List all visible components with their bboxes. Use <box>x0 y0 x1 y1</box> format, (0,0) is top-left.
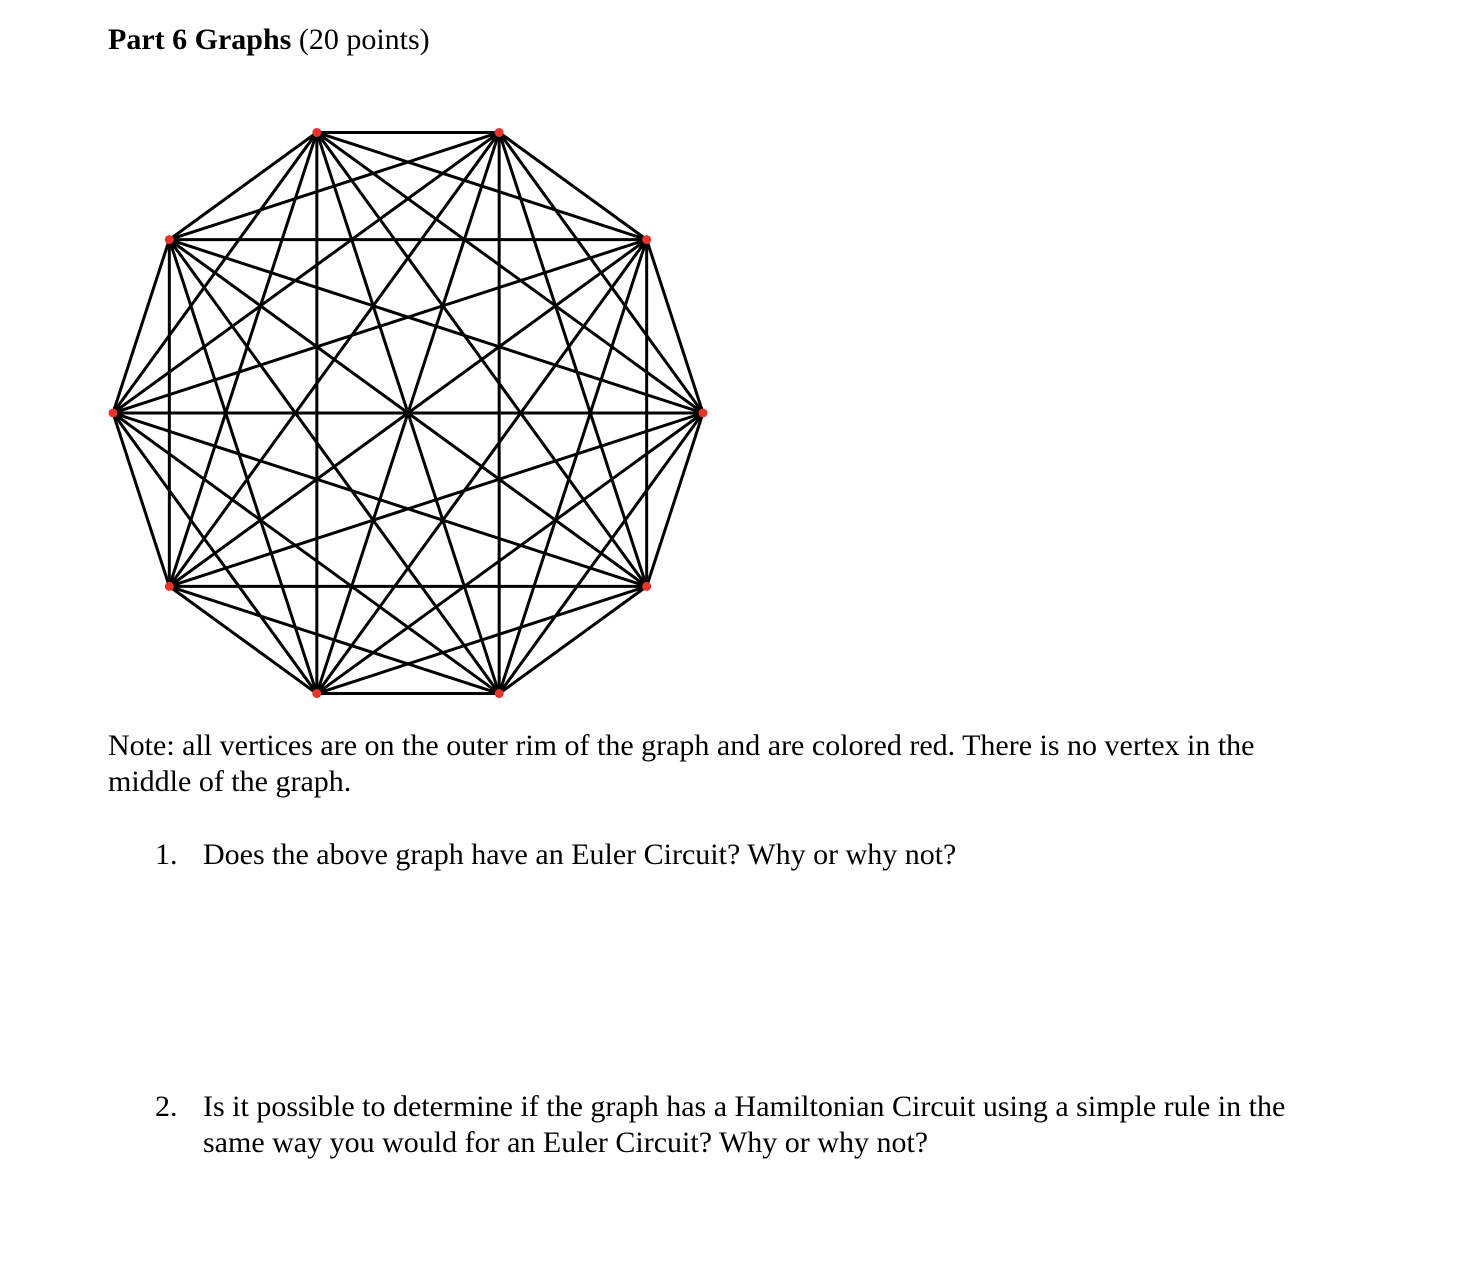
graph-edge-37 <box>317 413 703 694</box>
graph-edges <box>113 132 703 693</box>
graph-vertex-8 <box>312 689 321 698</box>
graph-edge-15 <box>169 240 317 694</box>
question-1 <box>155 837 1355 877</box>
question-1-number: 1. <box>155 838 178 871</box>
part-title: Part 6 Graphs <box>108 23 292 56</box>
graph-edge-39 <box>499 586 647 693</box>
graph-vertex-7 <box>495 689 504 698</box>
question-2 <box>155 1089 1355 1169</box>
graph-edge-0 <box>113 240 169 413</box>
graph-edge-19 <box>317 132 703 413</box>
graph-vertex-4 <box>642 235 651 244</box>
graph-edge-2 <box>113 132 499 413</box>
graph-vertex-2 <box>312 128 321 137</box>
question-1-text: Does the above graph have an Euler Circuit? Why or why not? <box>203 838 957 871</box>
graph-edge-26 <box>499 132 647 586</box>
graph-edge-38 <box>169 413 703 586</box>
graph-vertex-6 <box>642 582 651 591</box>
graph-edge-33 <box>317 240 647 694</box>
graph-edge-9 <box>169 132 317 239</box>
graph-edge-40 <box>317 586 647 693</box>
graph-edge-44 <box>169 586 317 693</box>
graph-edge-43 <box>169 586 499 693</box>
graph-edge-32 <box>499 240 647 694</box>
graph-edge-36 <box>499 413 703 694</box>
part-heading <box>108 22 430 58</box>
question-2-text: Is it possible to determine if the graph has a Hamiltonian Circuit using a simple rule in the same way you would for an Euler Circuit? Why or why not? <box>203 1090 1286 1159</box>
complete-graph-figure <box>100 118 720 708</box>
graph-edge-29 <box>169 132 499 586</box>
graph-vertex-5 <box>699 409 708 418</box>
part-points: (20 points) <box>298 23 430 56</box>
graph-edge-24 <box>499 132 647 239</box>
graph-edge-35 <box>647 413 703 586</box>
graph-vertex-9 <box>165 582 174 591</box>
graph-vertex-0 <box>109 409 118 418</box>
graph-edge-30 <box>647 240 703 413</box>
graph-edge-8 <box>113 413 169 586</box>
graph-note: Note: all vertices are on the outer rim of the graph and are colored red. There is no vertex in the middle of the graph. <box>108 729 1255 798</box>
question-2-number: 2. <box>155 1090 178 1123</box>
graph-vertex-1 <box>165 235 174 244</box>
graph-vertex-3 <box>495 128 504 137</box>
graph-edge-23 <box>169 132 317 586</box>
graph-edge-6 <box>113 413 499 694</box>
